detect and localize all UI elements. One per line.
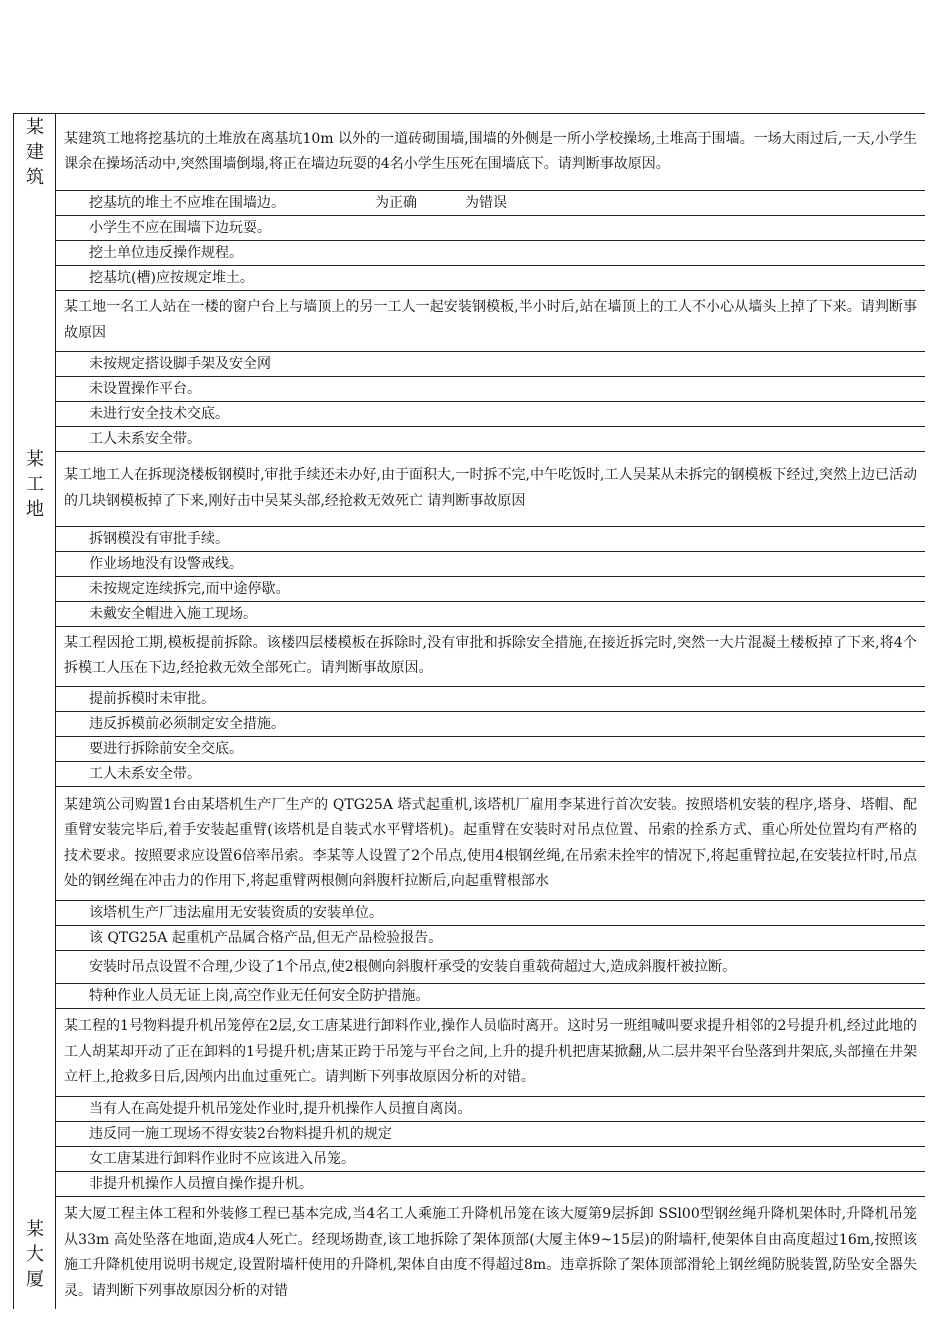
option-item[interactable]: 未设置操作平台。 (56, 376, 926, 401)
case-scenario: 某大厦工程主体工程和外装修工程已基本完成,当4名工人乘施工升降机吊笼在该大厦第9层拆卸 SSl00型钢丝绳升降机架体时,升降机吊笼从33m 高处坠落在地面,造成4人死亡。经现场勘查,该工地拆除了架体顶部(大厦主体9~15层)的附墙杆,使架体自由高度超过16m,按照该施工升降机使用说明书规定,设置附墙杆使用的升降机,架体自由度不得超过8m。违章拆除了架体顶部滑轮上钢丝绳防脱装置,防坠安全器失灵。请判断下列事故原因分析的对错 (56, 1196, 926, 1309)
option-item[interactable]: 工人未系安全带。 (56, 762, 926, 787)
option-item[interactable]: 挖土单位违反操作规程。 (56, 241, 926, 266)
option-item[interactable]: 女工唐某进行卸料作业时不应该进入吊笼。 (56, 1146, 926, 1171)
category-char: 建 (26, 142, 44, 163)
option-text: 挖基坑的堆土不应堆在围墙边。 (89, 195, 285, 211)
legend-false: 为错误 (465, 195, 507, 211)
option-item[interactable]: 安装时吊点设置不合理,少设了1个吊点,使2根侧向斜腹杆承受的安装自重载荷超过大,造成斜腹杆被拉断。 (56, 951, 926, 984)
category-char: 大 (26, 1244, 44, 1265)
category-char: 筑 (26, 167, 44, 188)
option-item[interactable]: 该塔机生产厂违法雇用无安装资质的安装单位。 (56, 901, 926, 926)
category-char: 地 (26, 499, 44, 520)
category-char: 厦 (26, 1269, 44, 1290)
option-item[interactable]: 工人未系安全带。 (56, 426, 926, 451)
option-item[interactable]: 特种作业人员无证上岗,高空作业无任何安全防护措施。 (56, 984, 926, 1009)
case-scenario: 某工地一名工人站在一楼的窗户台上与墙顶上的另一工人一起安装钢模板,半小时后,站在墙顶上的工人不小心从墙头上掉了下来。请判断事故原因 (56, 291, 926, 352)
option-item[interactable]: 未进行安全技术交底。 (56, 401, 926, 426)
category-char: 某 (26, 1219, 44, 1240)
category-label-tower (14, 1217, 56, 1292)
option-item[interactable]: 拆钢模没有审批手续。 (56, 526, 926, 551)
option-item[interactable]: 作业场地没有设警戒线。 (56, 551, 926, 576)
option-item[interactable]: 挖基坑(槽)应按规定堆土。 (56, 266, 926, 291)
case-scenario: 某建筑工地将挖基坑的土堆放在离基坑10m 以外的一道砖砌围墙,围墙的外侧是一所小学校操场,土堆高于围墙。一场大雨过后,一天,小学生课余在操场活动中,突然围墙倒塌,将正在墙边玩耍的4名小学生压死在围墙底下。请判断事故原因。 (56, 114, 926, 191)
category-label-worksite (14, 447, 56, 522)
option-item[interactable]: 当有人在高处提升机吊笼处作业时,提升机操作人员擅自离岗。 (56, 1096, 926, 1121)
category-char: 某 (26, 117, 44, 138)
option-item[interactable]: 未按规定连续拆完,而中途停歇。 (56, 576, 926, 601)
option-item[interactable]: 要进行拆除前安全交底。 (56, 737, 926, 762)
category-char: 工 (26, 474, 44, 495)
option-item[interactable]: 小学生不应在围墙下边玩耍。 (56, 216, 926, 241)
option-item[interactable]: 违反同一施工现场不得安装2台物料提升机的规定 (56, 1121, 926, 1146)
option-item[interactable]: 违反拆模前必须制定安全措施。 (56, 712, 926, 737)
case-scenario: 某工程的1号物料提升机吊笼停在2层,女工唐某进行卸料作业,操作人员临时离开。这时另一班组喊叫要求提升相邻的2号提升机,经过此地的工人胡某却开动了正在卸料的1号提升机;唐某正跨于吊笼与平台之间,上升的提升机把唐某掀翻,从二层井架平台坠落到井架底,头部撞在井架立杆上,抢救多日后,因颅内出血过重死亡。请判断下列事故原因分析的对错。 (56, 1009, 926, 1096)
option-item[interactable]: 该 QTG25A 起重机产品属合格产品,但无产品检验报告。 (56, 926, 926, 951)
category-column (14, 114, 56, 1310)
option-item[interactable]: 未按规定搭设脚手架及安全网 (56, 351, 926, 376)
case-scenario: 某工地工人在拆现浇楼板钢模时,审批手续还未办好,由于面积大,一时拆不完,中午吃饭时,工人吴某从未拆完的钢模板下经过,突然上边已活动的几块钢模板掉了下来,刚好击中吴某头部,经抢救无效死亡 请判断事故原因 (56, 451, 926, 526)
case-scenario: 某建筑公司购置1台由某塔机生产厂生产的 QTG25A 塔式起重机,该塔机厂雇用李某进行首次安装。按照塔机安装的程序,塔身、塔帽、配重臂安装完毕后,着手安装起重臂(该塔机是自装式水平臂塔机)。起重臂在安装时对吊点位置、吊索的拴系方式、重心所处位置均有严格的技术要求。按照要求应设置6倍率吊索。李某等人设置了2个吊点,使用4根钢丝绳,在吊索未拴牢的情况下,将起重臂拉起,在安装拉杆时,吊点处的钢丝绳在冲击力的作用下,将起重臂两根侧向斜腹杆拉断后,向起重臂根部水 (56, 787, 926, 901)
category-char: 某 (26, 449, 44, 470)
option-item[interactable]: 提前拆模时未审批。 (56, 687, 926, 712)
option-item[interactable]: 非提升机操作人员擅自操作提升机。 (56, 1171, 926, 1196)
question-sheet (13, 113, 925, 1309)
category-label-building (14, 115, 56, 190)
legend-true: 为正确 (375, 195, 417, 211)
option-item[interactable] (56, 191, 926, 216)
case-scenario: 某工程因抢工期,模板提前拆除。该楼四层楼模板在拆除时,没有审批和拆除安全措施,在接近拆完时,突然一大片混凝土楼板掉了下来,将4个拆模工人压在下边,经抢救无效全部死亡。请判断事故原因。 (56, 626, 926, 687)
option-item[interactable]: 未戴安全帽进入施工现场。 (56, 601, 926, 626)
question-table (13, 113, 925, 1309)
